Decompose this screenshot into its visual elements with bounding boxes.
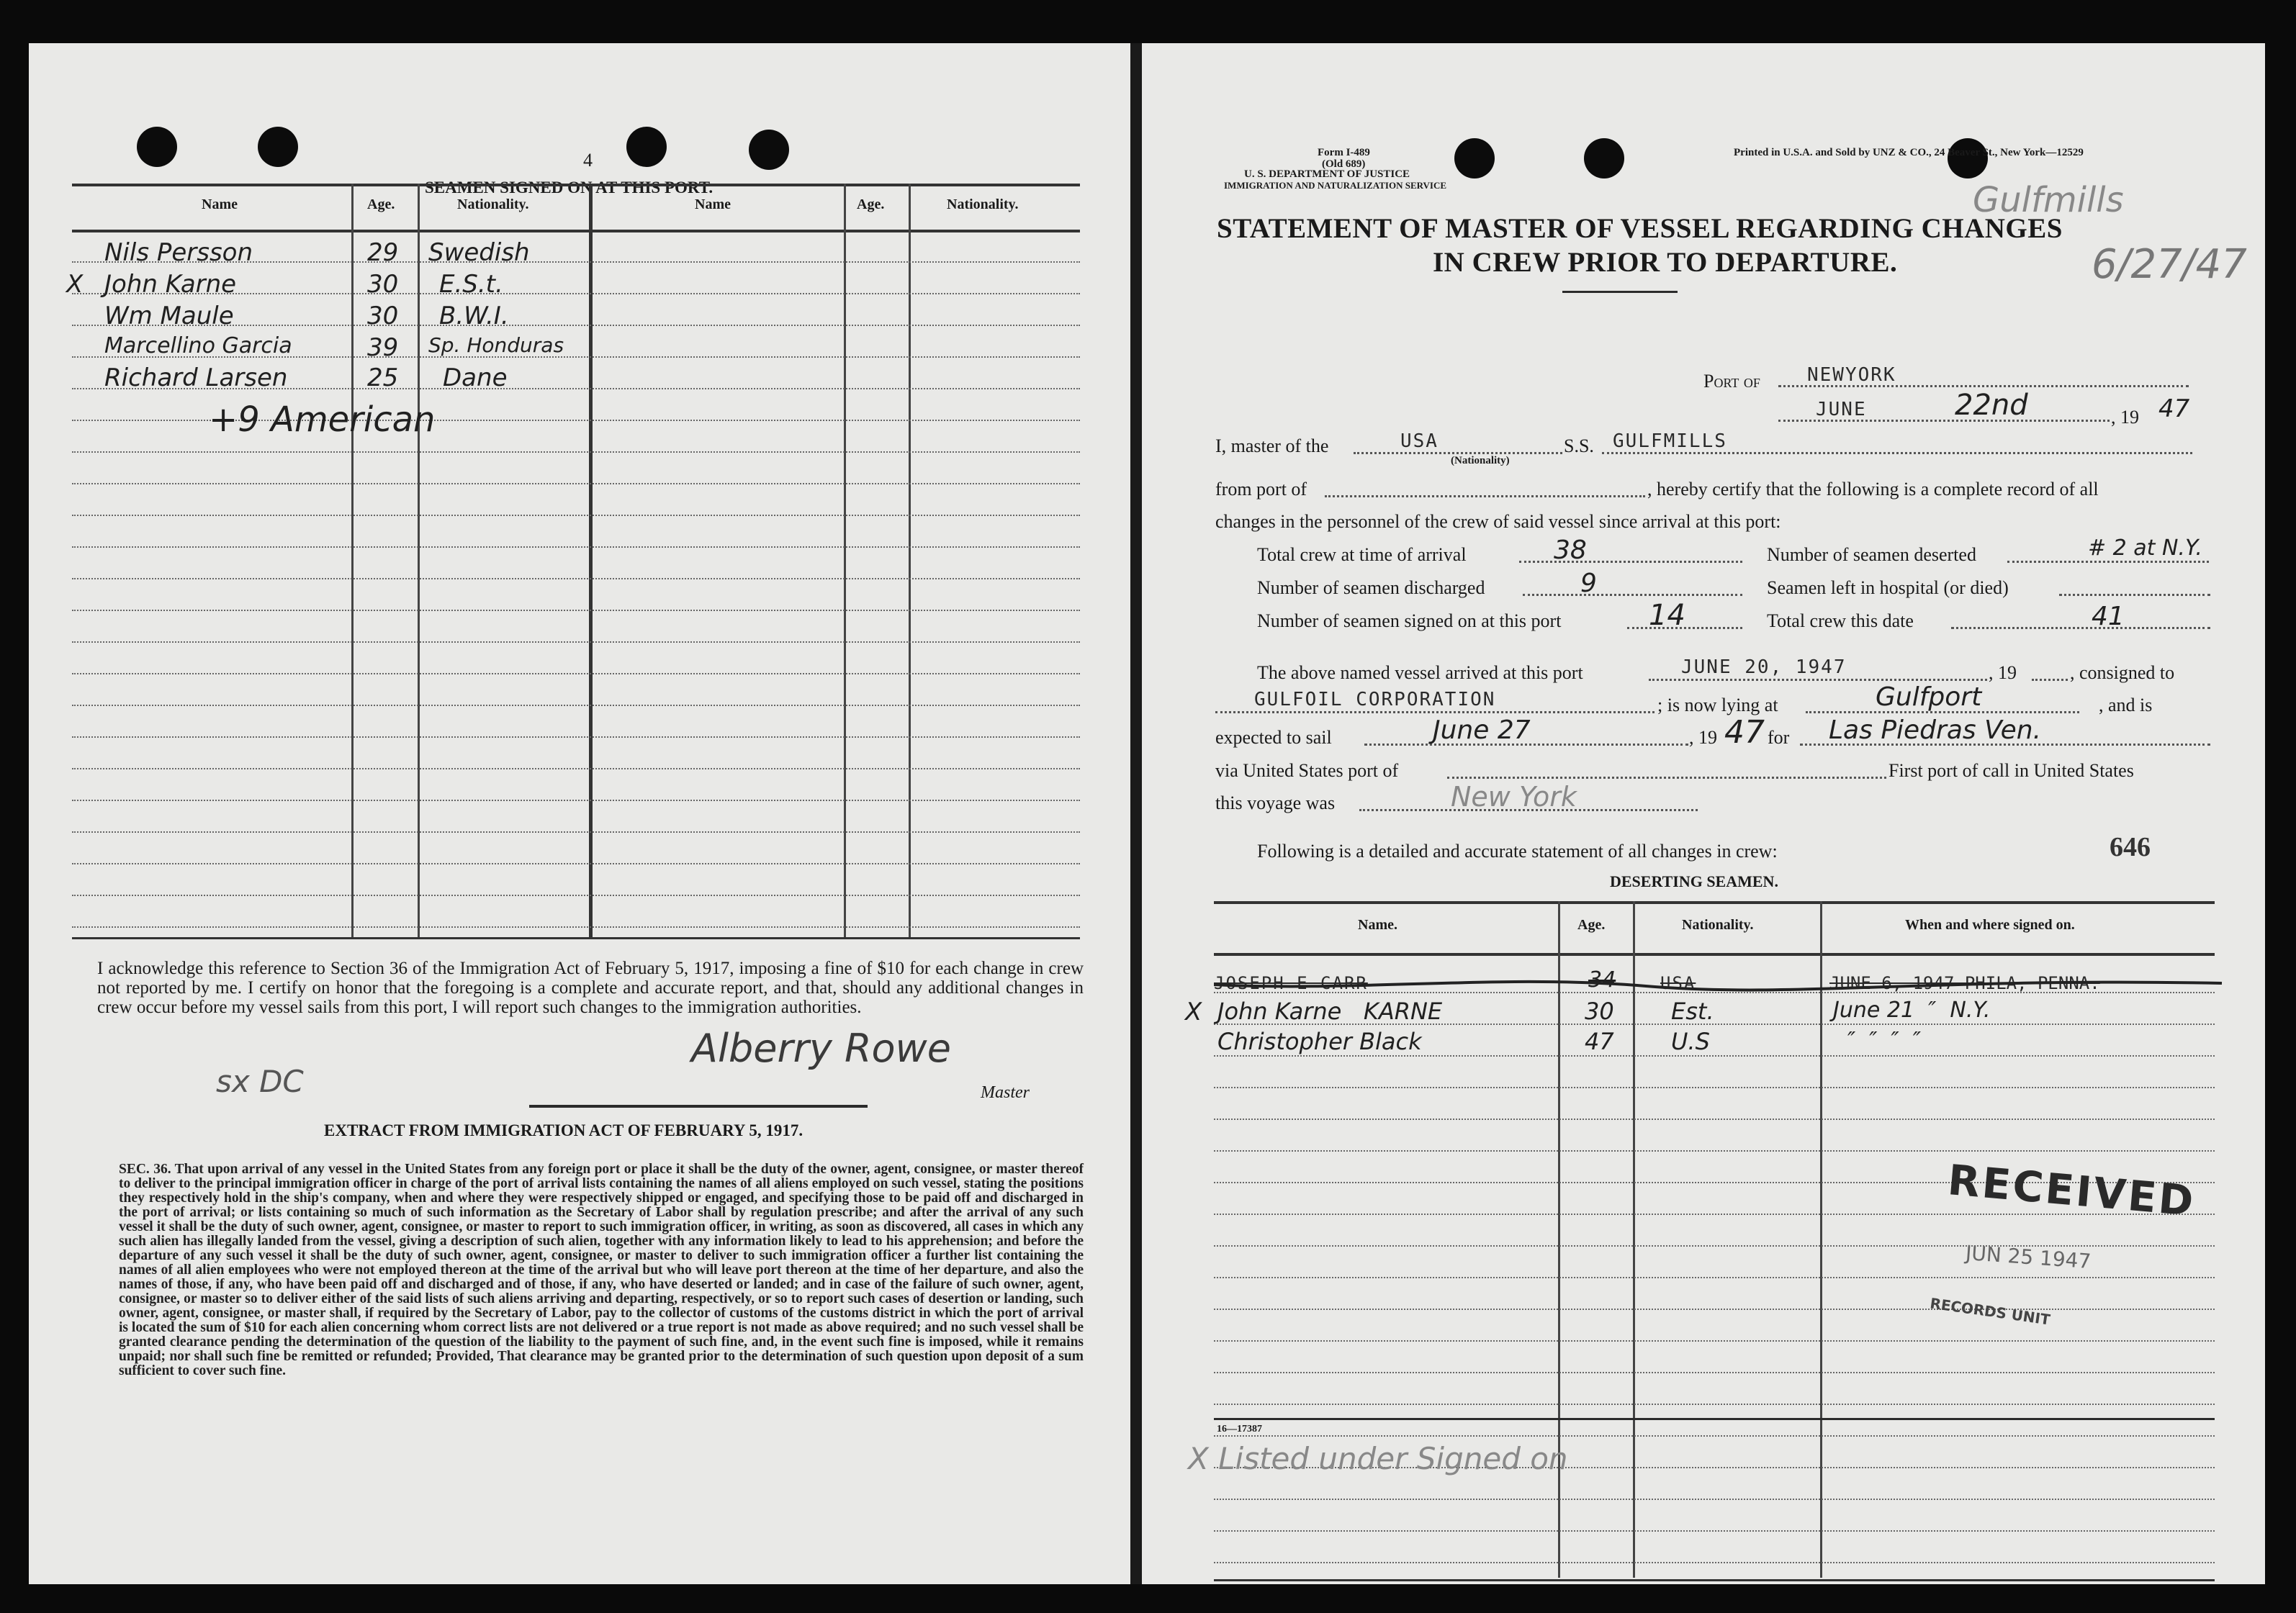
received-unit: RECORDS UNIT — [1929, 1294, 2052, 1329]
received-date: JUN 25 1947 — [1965, 1240, 2092, 1274]
punch-hole — [1584, 138, 1624, 179]
row-rule — [72, 863, 1080, 864]
signed-on-label: Number of seamen signed on at this port — [1257, 610, 1562, 631]
master-of-label: I, master of the — [1215, 435, 1329, 456]
deserting-title: DESERTING SEAMEN. — [1610, 872, 1778, 890]
arrived-value: JUNE 20, 1947 — [1681, 656, 1847, 678]
row-rule — [1214, 1087, 2215, 1088]
deserter-signed-on: June 21 ″ N.Y. — [1833, 998, 1991, 1023]
crew-name: Richard Larsen — [104, 363, 288, 392]
row-rule — [72, 578, 1080, 579]
department-name: U. S. DEPARTMENT OF JUSTICE — [1244, 168, 1410, 180]
form-title-line1: STATEMENT OF MASTER OF VESSEL REGARDING CHANGES — [1217, 213, 2063, 244]
port-value: NEWYORK — [1807, 364, 1896, 386]
stamp-number: 646 — [2110, 832, 2151, 862]
row-rule — [72, 895, 1080, 896]
corner-note: Gulfmills — [1973, 180, 2124, 220]
master-label: Master — [981, 1083, 1030, 1102]
crew-name: Marcellino Garcia — [104, 333, 292, 358]
voyage-label: this voyage was — [1215, 792, 1336, 813]
total-date-value: 41 — [2092, 602, 2125, 631]
discharged-label: Number of seamen discharged — [1257, 577, 1485, 598]
deserter-signed-on: JUNE 6, 1947 PHILA, PENNA. — [1829, 973, 2100, 993]
form-code: 16—17387 — [1217, 1424, 1262, 1434]
sail-label: expected to sail — [1215, 727, 1332, 748]
crew-name: John Karne — [104, 270, 237, 299]
section-title: SEAMEN SIGNED ON AT THIS PORT. — [425, 179, 713, 196]
row-rule — [72, 768, 1080, 769]
date-year: 47 — [2158, 394, 2190, 423]
total-arrival-value: 38 — [1554, 536, 1587, 565]
date-year-prefix: , 19 — [2111, 407, 2139, 428]
row-rule — [1214, 1499, 2215, 1500]
page-number: 4 — [583, 150, 593, 171]
bottom-note: X Listed under Signed on — [1188, 1441, 1568, 1476]
sail-value: June 27 — [1433, 715, 1531, 745]
crew-age: 30 — [367, 302, 399, 330]
column-header: Age. — [367, 196, 395, 212]
service-name: IMMIGRATION AND NATURALIZATION SERVICE — [1224, 180, 1447, 191]
signed-on-table — [66, 184, 1080, 939]
row-rule — [1214, 1055, 2215, 1057]
extract-title: EXTRACT FROM IMMIGRATION ACT OF FEBRUARY 5, 1917. — [324, 1121, 803, 1139]
crew-age: 30 — [367, 270, 399, 299]
row-mark: X — [66, 270, 84, 299]
crew-nationality: Swedish — [428, 238, 530, 267]
nationality-value: USA — [1400, 430, 1439, 452]
deserter-nationality: USA — [1660, 973, 1696, 993]
nationality-caption: (Nationality) — [1451, 455, 1510, 466]
crew-name: Nils Persson — [104, 238, 253, 267]
form-number: Form I-489 — [1318, 147, 1370, 158]
discharged-value: 9 — [1580, 569, 1597, 598]
date-month: JUNE — [1816, 399, 1867, 420]
row-rule — [72, 673, 1080, 674]
punch-hole — [1454, 138, 1495, 179]
row-rule — [1214, 1372, 2215, 1373]
deserter-nationality: Est. — [1671, 998, 1714, 1025]
column-header: Nationality. — [457, 196, 529, 212]
row-rule — [72, 736, 1080, 738]
column-header: Nationality. — [947, 196, 1019, 212]
row-rule — [72, 800, 1080, 801]
following-text: Following is a detailed and accurate statement of all changes in crew: — [1257, 841, 1778, 862]
column-header: Name — [202, 196, 238, 212]
extra-crew-note: +9 American — [209, 399, 436, 440]
ss-label: S.S. — [1564, 435, 1594, 456]
column-header: Nationality. — [1682, 917, 1754, 933]
total-arrival-label: Total crew at time of arrival — [1257, 544, 1467, 565]
deserter-age: 30 — [1585, 998, 1614, 1025]
date-day: 22nd — [1955, 389, 2028, 422]
acknowledgement-text: I acknowledge this reference to Section 36 of the Immigration Act of February 5, 1917, imposing a fine of $10 for each change in crew not reported by me. I certify on honor that the foregoing is a complete and accurate report, and that, should any additional changes in crew occur before my vessel sails from this port, I will report such changes to the immigration authorities. — [97, 959, 1084, 1017]
row-rule — [72, 831, 1080, 833]
act-section-text: SEC. 36. That upon arrival of any vessel in the United States from any foreign port or place it shall be the duty of the owner, agent, consignee, or master thereof to deliver to the principal immigration officer in charge of the port of arrival lists containing the names of all aliens employed on such vessel, stating the positions they respectively hold in the ship's company, when and where they were respectively shipped or engaged, and specifying those to be paid off and discharged in the port of arrival; or lists containing so much of such information as the Secretary of Labor shall by regulation prescribe; and after the arrival of any such vessel it shall be the duty of such owner, agent, consignee, or master to report to such immigration officer, in writing, as soon as discovered, all cases in which any such alien has illegally landed from the vessel, giving a description of such alien, together with any information likely to lead to his apprehension; and before the departure of any such vessel it shall be the duty of such owner, agent, consignee, or master to deliver to such immigration officer a further list containing the names of all alien employees who were not employed thereon at the time of the arrival but who will leave port thereon at the time of her departure, and also the names of those, if any, who have been paid off and discharged and of those, if any, who have deserted or landed; and in case of the failure of such owner, agent, consignee, or master so to deliver either of the said lists of such aliens arriving and departing, respectively, or so to report such cases of desertion or landing, such owner, agent, consignee, or master shall, if required by the Secretary of Labor, pay to the collector of customs of the customs district in which the port of arrival is located the sum of $10 for each alien concerning whom correct lists are not delivered or a true report is not made as above required; and no such vessel shall be granted clearance pending the determination of the question of the liability to the payment of such fine, and, in the event such fine is imposed, while it remains unpaid; nor shall such fine be remitted or refunded; Provided, That clearance may be granted prior to the determination of such question upon deposit of a sum sufficient to cover such fine. — [119, 1162, 1084, 1378]
crew-nationality: E.S.t. — [439, 270, 503, 299]
deserted-label: Number of seamen deserted — [1767, 544, 1976, 565]
deserter-nationality: U.S — [1671, 1028, 1710, 1055]
consigned-label: , consigned to — [2070, 662, 2175, 683]
deserter-name: Christopher Black — [1217, 1028, 1422, 1055]
crew-nationality: Sp. Honduras — [428, 333, 564, 357]
column-header: When and where signed on. — [1905, 917, 2075, 933]
crew-nationality: Dane — [443, 363, 508, 392]
column-header: Age. — [857, 196, 885, 212]
port-label: Port of — [1703, 371, 1760, 392]
row-rule — [1214, 1119, 2215, 1120]
printer-line: Printed in U.S.A. and Sold by UNZ & CO., 24 Beaver St., New York—12529 — [1734, 147, 2084, 158]
column-header: Age. — [1577, 917, 1606, 933]
side-note: sx DC — [216, 1064, 304, 1099]
row-rule — [1214, 1562, 2215, 1563]
row-rule — [72, 705, 1080, 706]
signed-on-value: 14 — [1649, 599, 1685, 632]
via-label: via United States port of — [1215, 760, 1399, 781]
row-rule — [72, 451, 1080, 453]
first-call-label: First port of call in United States — [1888, 760, 2134, 781]
column-header: Name — [695, 196, 731, 212]
consignee: GULFOIL CORPORATION — [1254, 689, 1496, 710]
row-rule — [1214, 1404, 2215, 1405]
voyage-value: New York — [1451, 781, 1577, 813]
deserter-age: 34 — [1588, 967, 1616, 993]
from-port-label: from port of — [1215, 479, 1307, 500]
row-rule — [1214, 1340, 2215, 1342]
for-label: for — [1768, 727, 1790, 748]
row-rule — [1214, 1277, 2215, 1278]
lying-label: ; is now lying at — [1657, 695, 1778, 715]
page-fold — [1130, 43, 1142, 1584]
crew-nationality: B.W.I. — [439, 302, 509, 330]
certify-text: , hereby certify that the following is a complete record of all — [1647, 479, 2099, 500]
row-rule — [72, 926, 1080, 928]
lying-value: Gulfport — [1876, 682, 1982, 712]
received-stamp: RECEIVED — [1945, 1155, 2198, 1226]
row-rule — [1214, 1245, 2215, 1247]
crew-age: 25 — [367, 363, 399, 392]
ship-name: GULFMILLS — [1613, 430, 1727, 452]
total-date-label: Total crew this date — [1767, 610, 1914, 631]
crew-name: Wm Maule — [104, 302, 234, 330]
punch-hole — [137, 127, 177, 167]
deserter-name: JOSEPH E CARR — [1214, 973, 1368, 993]
row-rule — [1214, 1309, 2215, 1310]
deserted-value: # 2 at N.Y. — [2088, 536, 2202, 561]
sail-year: 47 — [1724, 714, 1765, 751]
deserter-name: John Karne KARNE — [1217, 998, 1443, 1025]
arrived-year: , 19 — [1989, 662, 2017, 683]
destination: Las Piedras Ven. — [1829, 715, 2042, 745]
corner-date: 6/27/47 — [2092, 241, 2247, 288]
crew-age: 39 — [367, 333, 399, 362]
row-rule — [1214, 1530, 2215, 1532]
changes-text: changes in the personnel of the crew of said vessel since arrival at this port: — [1215, 511, 1781, 532]
sail-year-prefix: , 19 — [1689, 727, 1717, 748]
row-rule — [72, 483, 1080, 484]
arrived-label: The above named vessel arrived at this port — [1257, 662, 1583, 683]
strike-through-line — [1214, 970, 2236, 999]
row-rule — [72, 546, 1080, 548]
punch-hole — [258, 127, 298, 167]
hospital-label: Seamen left in hospital (or died) — [1767, 577, 2009, 598]
deserting-seamen-table — [1185, 901, 2215, 1578]
punch-hole — [626, 127, 667, 167]
row-rule — [1214, 1435, 2215, 1437]
column-header: Name. — [1358, 917, 1397, 933]
crew-age: 29 — [367, 238, 399, 267]
row-rule — [1214, 1150, 2215, 1152]
row-rule — [72, 515, 1080, 516]
row-rule — [72, 610, 1080, 611]
row-mark: X — [1185, 998, 1202, 1026]
deserter-signed-on: ″ ″ ″ ″ — [1847, 1028, 1922, 1053]
punch-hole — [749, 130, 789, 170]
form-old-number: (Old 689) — [1322, 158, 1366, 170]
and-is-label: , and is — [2099, 695, 2153, 715]
row-rule — [72, 641, 1080, 643]
deserter-age: 47 — [1585, 1028, 1614, 1055]
form-title-line2: IN CREW PRIOR TO DEPARTURE. — [1433, 247, 1898, 278]
master-signature: Alberry Rowe — [691, 1026, 951, 1071]
